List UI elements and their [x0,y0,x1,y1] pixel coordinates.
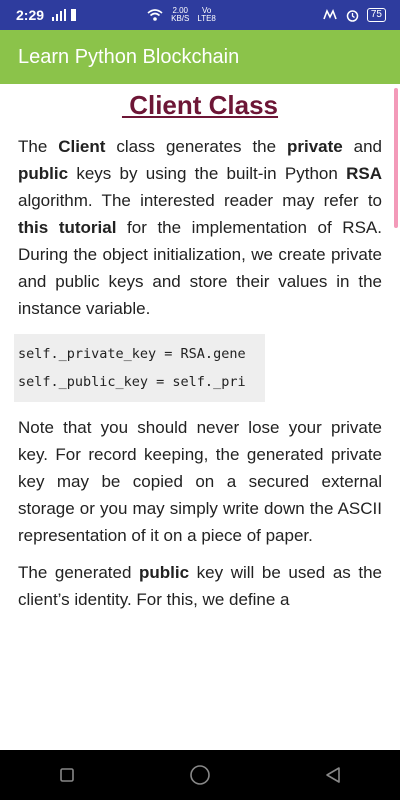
status-bar [0,0,400,30]
text-span: algorithm. The interested reader may refer to [18,191,382,210]
home-button[interactable] [180,755,220,795]
app-title: Learn Python Blockchain [18,45,240,68]
navigation-bar [0,750,400,800]
signal-icon [52,9,66,21]
bold-text: private [286,137,343,156]
network-speed-unit: KB/S [171,14,190,23]
code-line: self._public_key = self._pri [18,374,246,390]
alarm-icon [346,9,359,22]
recents-button[interactable] [47,755,87,795]
scroll-indicator[interactable] [394,88,398,228]
status-time: 2:29 [16,7,45,23]
bold-text: Client [58,137,106,156]
text-span: and [342,137,382,156]
article-content[interactable] [0,84,400,664]
text-span: key will be used as the client’s identity. For this, we define a [18,563,382,609]
network-speed-value: 2.00 [172,6,189,15]
text-span: The [18,137,59,156]
text-span: The generated [18,563,140,582]
carrier-label [197,7,216,23]
recents-icon [59,767,75,783]
code-block[interactable] [14,334,265,402]
page-title: Client Class [121,90,279,120]
carrier-bottom: LTE8 [197,14,216,23]
network-speed [171,7,189,23]
bold-text: RSA [346,164,382,183]
text-span: class generates the [105,137,287,156]
wifi-icon [147,9,163,21]
battery-icon: 75 [367,8,386,22]
back-icon [324,766,342,784]
back-button[interactable] [313,755,353,795]
text-span: for the implementation of RSA. During the object initialization, we create private and public keys and store their values in the instance variable. [18,218,382,318]
status-right [147,7,386,23]
paragraph-public-key [18,559,382,613]
home-icon [189,764,211,786]
bold-text: this tutorial [18,218,117,237]
volte-icon [322,9,338,21]
paragraph-private-key: Note that you should never lose your private key. For record keeping, the generated private key may be copied on a secured external storage or you may simply write down the ASCII representation of it on a piece of paper. [18,418,382,545]
bold-text: public [139,563,190,582]
text-span: keys by using the built-in Python [68,164,347,183]
paragraph-intro [18,133,382,322]
sim-badge [71,9,76,21]
code-line: self._private_key = RSA.gene [18,346,246,362]
carrier-top: Vo [201,6,212,15]
status-left-icons [52,9,76,21]
app-bar [0,30,400,84]
content-bottom-area [0,664,400,750]
bold-text: public [18,164,69,183]
